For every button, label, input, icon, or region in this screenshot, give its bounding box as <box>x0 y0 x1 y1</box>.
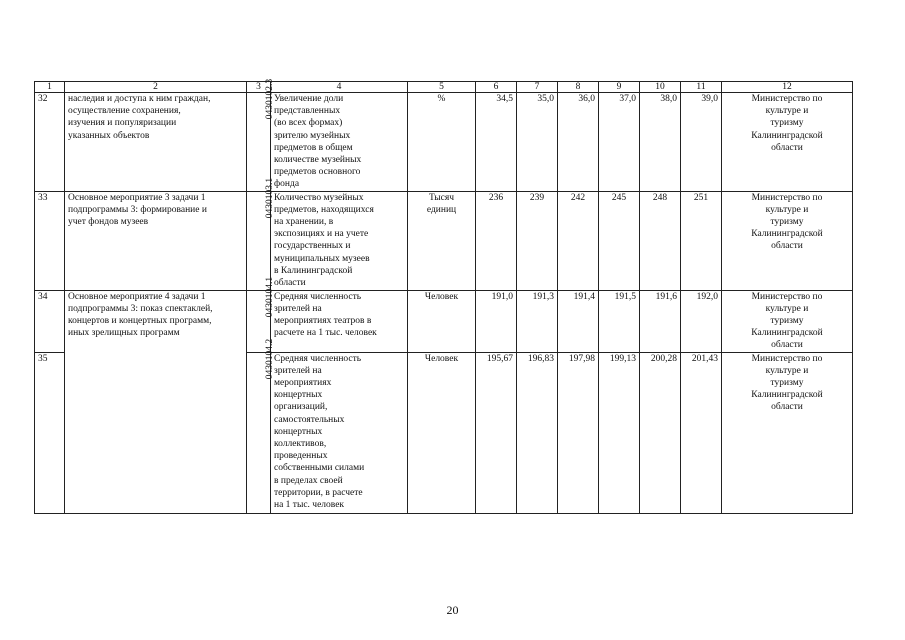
value-cell: 251 <box>681 191 722 290</box>
unit-cell: % <box>408 93 476 192</box>
table-header-row <box>35 82 853 93</box>
value-cell: 245 <box>599 191 640 290</box>
table-row <box>35 93 853 192</box>
indicator-cell: Увеличение доли представленных (во всех формах) зрителю музейных предметов в общем количестве музейных предметов основного фонда <box>271 93 408 192</box>
code-text: 0430103.1 <box>265 177 276 218</box>
indicators-table <box>34 78 853 514</box>
value-cell: 191,4 <box>558 290 599 352</box>
value-cell: 191,0 <box>476 290 517 352</box>
header-cell: 4 <box>271 82 408 93</box>
event-cell: наследия и доступа к ним граждан, осуществление сохранения, изучения и популяризации указанных объектов <box>65 93 247 192</box>
row-number: 34 <box>35 290 65 352</box>
code-text: 0430104.1 <box>265 276 276 317</box>
value-cell: 197,98 <box>558 352 599 513</box>
code-cell <box>247 338 276 513</box>
code-text: 0430104.2 <box>265 338 276 379</box>
responsible-cell: Министерство по культуре и туризму Калининградской области <box>722 352 853 513</box>
value-cell: 39,0 <box>681 93 722 192</box>
indicator-cell: Количество музейных предметов, находящихся на хранении, в экспозициях и на учете государственных и муниципальных музеев в Калининградской области <box>271 191 408 290</box>
value-cell: 38,0 <box>640 93 681 192</box>
value-cell: 36,0 <box>558 93 599 192</box>
table-row <box>35 191 853 290</box>
header-cell: 5 <box>408 82 476 93</box>
header-cell: 9 <box>599 82 640 93</box>
indicator-cell: Средняя численность зрителей на мероприятиях театров в расчете на 1 тыс. человек <box>271 290 408 352</box>
header-cell: 3 <box>247 82 271 93</box>
value-cell: 191,5 <box>599 290 640 352</box>
responsible-cell: Министерство по культуре и туризму Калининградской области <box>722 191 853 290</box>
header-cell: 2 <box>65 82 247 93</box>
code-text: 0430102.3 <box>265 78 276 120</box>
unit-cell: Человек <box>408 352 476 513</box>
value-cell: 248 <box>640 191 681 290</box>
value-cell: 191,6 <box>640 290 681 352</box>
row-number: 32 <box>35 93 65 192</box>
value-cell: 34,5 <box>476 93 517 192</box>
value-cell: 191,3 <box>517 290 558 352</box>
event-cell: Основное мероприятие 3 задачи 1 подпрограммы 3: формирование и учет фондов музеев <box>65 191 247 290</box>
header-cell: 1 <box>35 82 65 93</box>
unit-cell: Тысяч единиц <box>408 191 476 290</box>
value-cell: 242 <box>558 191 599 290</box>
value-cell: 201,43 <box>681 352 722 513</box>
header-cell: 11 <box>681 82 722 93</box>
page-number: 20 <box>446 603 459 617</box>
value-cell: 200,28 <box>640 352 681 513</box>
indicator-cell: Средняя численность зрителей на мероприятиях концертных организаций, самостоятельных концертных коллективов, проведенных собственными силами в пределах своей территории, в расчете на 1 тыс. человек <box>271 352 408 513</box>
header-cell: 6 <box>476 82 517 93</box>
value-cell: 236 <box>476 191 517 290</box>
header-cell: 7 <box>517 82 558 93</box>
code-cell <box>247 177 276 290</box>
responsible-cell: Министерство по культуре и туризму Калининградской области <box>722 93 853 192</box>
header-cell: 12 <box>722 82 853 93</box>
value-cell: 37,0 <box>599 93 640 192</box>
row-number: 33 <box>35 191 65 290</box>
value-cell: 35,0 <box>517 93 558 192</box>
value-cell: 196,83 <box>517 352 558 513</box>
header-cell: 8 <box>558 82 599 93</box>
header-cell: 10 <box>640 82 681 93</box>
event-cell: Основное мероприятие 4 задачи 1 подпрограммы 3: показ спектаклей, концертов и концертных программ, иных зрелищных программ <box>65 290 247 513</box>
table-row <box>35 290 853 352</box>
responsible-cell: Министерство по культуре и туризму Калининградской области <box>722 290 853 352</box>
code-cell <box>247 78 276 192</box>
value-cell: 199,13 <box>599 352 640 513</box>
value-cell: 239 <box>517 191 558 290</box>
value-cell: 195,67 <box>476 352 517 513</box>
value-cell: 192,0 <box>681 290 722 352</box>
row-number: 35 <box>35 352 65 513</box>
unit-cell: Человек <box>408 290 476 352</box>
